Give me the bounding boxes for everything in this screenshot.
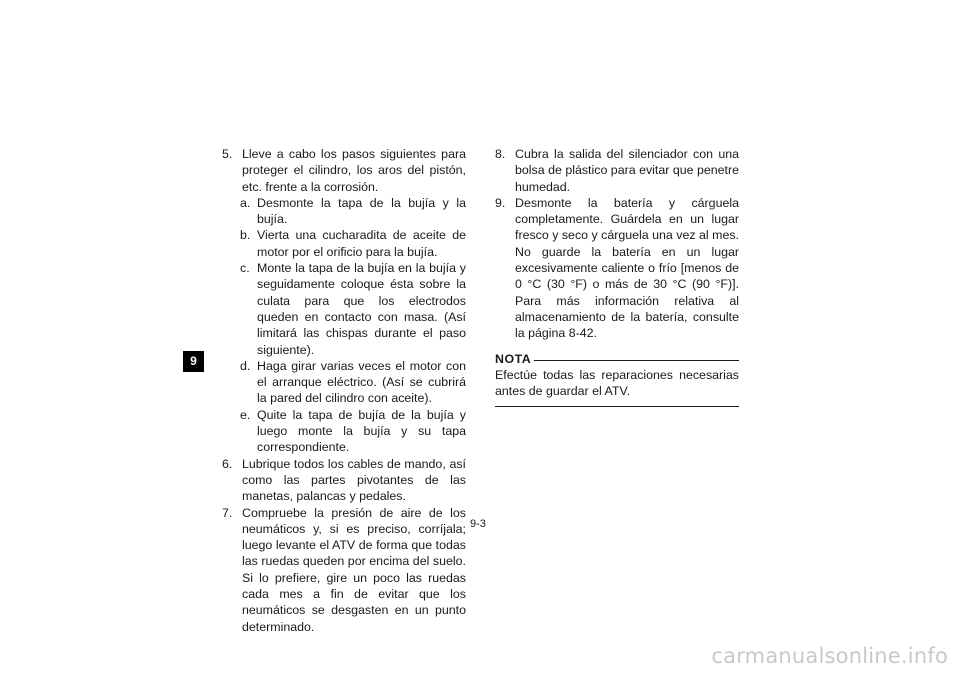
- sub-item-b: [222, 227, 466, 260]
- item-number: 5.: [222, 147, 233, 161]
- note-text: Efectúe todas las reparaciones necesarias antes de guardar el ATV.: [495, 367, 739, 399]
- item-number: 9.: [495, 195, 506, 210]
- sub-letter: c.: [240, 261, 250, 276]
- list-item-9: [495, 195, 739, 342]
- sub-text: Monte la tapa de la bujía en la bujía y seguidamente coloque ésta sobre la culata para que los electrodos queden en contacto con masa. (Así limitará las chispas durante el paso siguiente).: [257, 261, 466, 357]
- item-text: Compruebe la presión de aire de los neumáticos y, si es preciso, corríjala; luego levante el ATV de forma que todas las ruedas queden por encima del suelo. Si lo prefiere, gire un poco las ruedas cada mes a fin de evitar que los neumáticos se desgasten en un punto determinado.: [242, 505, 466, 634]
- sub-text: Haga girar varias veces el motor con el arranque eléctrico. (Así se cubrirá la pared del cilindro con aceite).: [257, 358, 466, 406]
- sub-item-a: [222, 195, 466, 228]
- sub-item-d: [222, 358, 466, 407]
- sub-item-e: [222, 407, 466, 456]
- note-end-rule: [495, 406, 739, 407]
- watermark: carmanualsonline.info: [711, 644, 948, 668]
- item-number: 6.: [222, 456, 233, 471]
- item-text: Lleve a cabo los pasos siguientes para proteger el cilindro, los aros del pistón, etc. frente a la corrosión.: [242, 147, 466, 194]
- sub-text: Quite la tapa de bujía de la bujía y luego monte la bujía y su tapa correspondiente.: [257, 407, 466, 455]
- sub-text: Desmonte la tapa de la bujía y la bujía.: [257, 195, 466, 227]
- sub-letter: d.: [240, 358, 251, 373]
- sub-letter: a.: [240, 195, 251, 210]
- list-item-8: [495, 146, 739, 195]
- right-column: [495, 146, 739, 407]
- item-number: 7.: [222, 505, 233, 520]
- note-header: [495, 351, 739, 367]
- item-text: Desmonte la batería y cárguela completamente. Guárdela en un lugar fresco y seco y cárguela una vez al mes. No guarde la batería en un lugar excesivamente caliente o frío [menos de 0 °C (30 °F) o más de 30 °C (90 °F)]. Para más información relativa al almacenamiento de la batería, consulte la página 8-42.: [515, 195, 739, 341]
- section-tab: 9: [183, 351, 204, 372]
- sub-letter: b.: [240, 228, 251, 243]
- item-text: Lubrique todos los cables de mando, así como las partes pivotantes de las manetas, palancas y pedales.: [242, 456, 466, 504]
- sub-text: Vierta una cucharadita de aceite de motor por el orificio para la bujía.: [257, 228, 466, 259]
- sub-letter: e.: [240, 407, 251, 422]
- list-item-6: [222, 456, 466, 505]
- item-text: Cubra la salida del silenciador con una bolsa de plástico para evitar que penetre humedad.: [515, 147, 739, 194]
- note-label: NOTA: [495, 351, 532, 366]
- sub-item-c: [222, 260, 466, 358]
- list-item-7: [222, 505, 466, 635]
- page-number: 9-3: [470, 518, 486, 530]
- list-item-5: [222, 146, 466, 195]
- left-column: [222, 146, 466, 635]
- note-rule: [534, 360, 739, 361]
- item-number: 8.: [495, 147, 506, 161]
